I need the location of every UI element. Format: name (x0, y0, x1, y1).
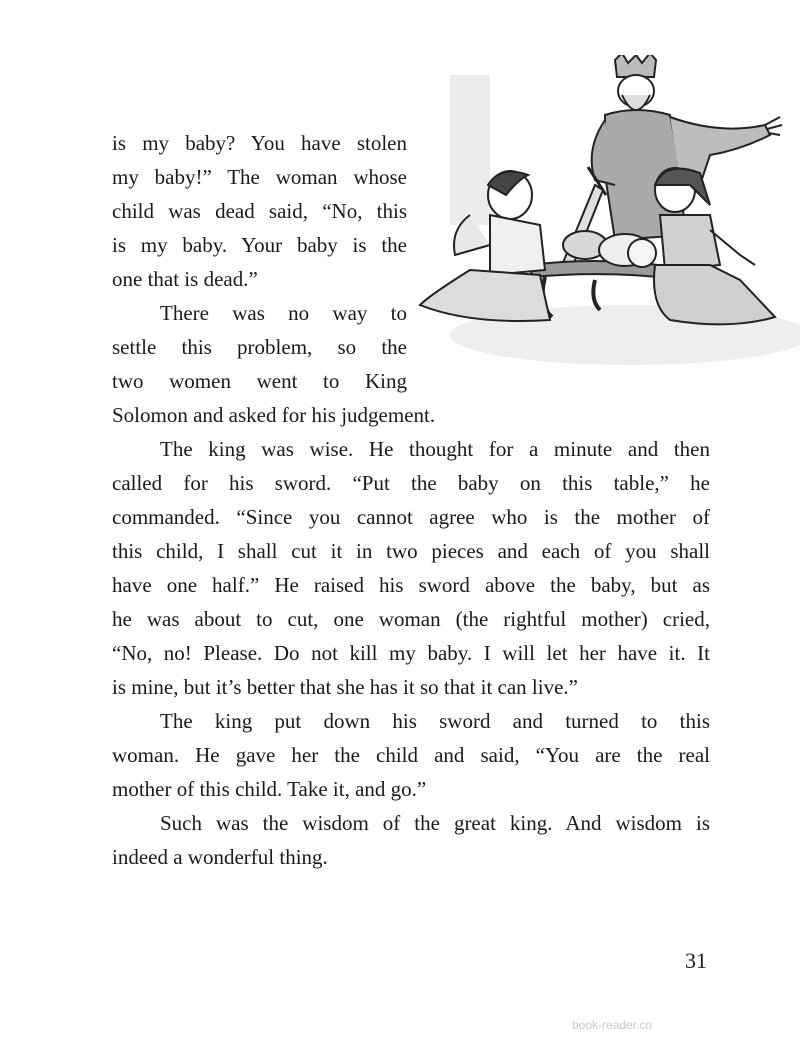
text-line: this child, I shall cut it in two pieces and each of you shall (112, 539, 710, 563)
page-number: 31 (685, 948, 707, 973)
text-line: two women went to King (112, 369, 407, 393)
text-line: commanded. “Since you cannot agree who is the mother of (112, 505, 710, 529)
text-line: “No, no! Please. Do not kill my baby. I will let her have it. It (112, 641, 710, 665)
text-line: is mine, but it’s better that she has it so that it can live.” (112, 675, 578, 699)
paragraph-start: The king was wise. He thought for a minute and then (160, 437, 710, 461)
text-line: my baby!” The woman whose (112, 165, 407, 189)
text-line: called for his sword. “Put the baby on this table,” he (112, 471, 710, 495)
text-line: is my baby. Your baby is the (112, 233, 407, 257)
text-line: indeed a wonderful thing. (112, 845, 328, 869)
text-line: settle this problem, so the (112, 335, 407, 359)
text-line: Solomon and asked for his judgement. (112, 403, 436, 427)
text-line: woman. He gave her the child and said, “You are the real (112, 743, 710, 767)
text-line: child was dead said, “No, this (112, 199, 407, 223)
text-line: mother of this child. Take it, and go.” (112, 777, 427, 801)
text-line: he was about to cut, one woman (the rightful mother) cried, (112, 607, 710, 631)
king-solomon-illustration (410, 55, 800, 375)
watermark: book-reader.cn (572, 1018, 653, 1032)
text-line: is my baby? You have stolen (112, 131, 407, 155)
paragraph-start: Such was the wisdom of the great king. And wisdom is (160, 811, 710, 835)
paragraph-start: There was no way to (160, 301, 407, 325)
text-line: one that is dead.” (112, 267, 258, 291)
text-line: have one half.” He raised his sword above the baby, but as (112, 573, 710, 597)
paragraph-start: The king put down his sword and turned to this (160, 709, 710, 733)
